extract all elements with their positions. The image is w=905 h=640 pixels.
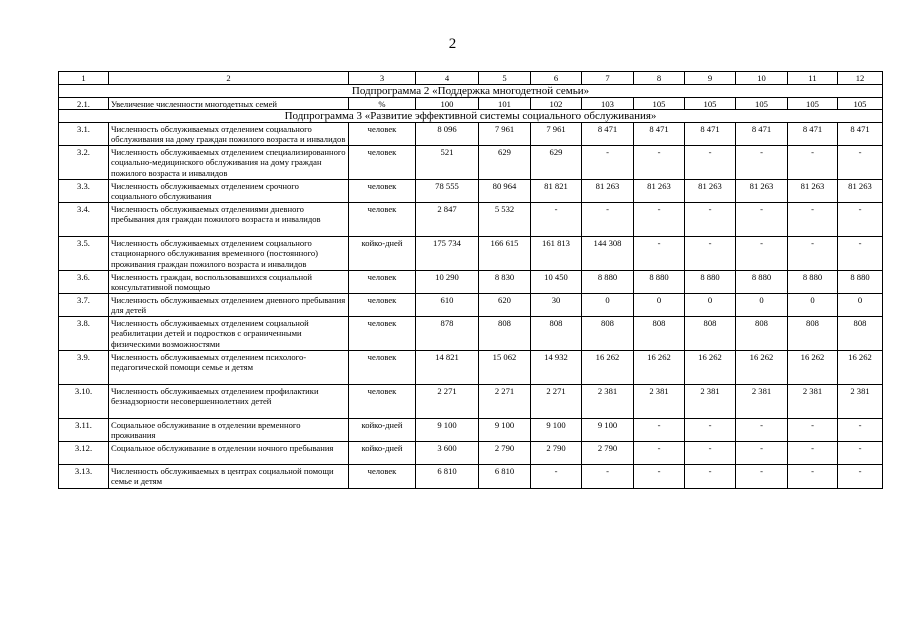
- value-cell: -: [582, 203, 634, 237]
- column-number-cell: 2: [109, 72, 349, 85]
- value-cell: 8 471: [736, 123, 788, 146]
- value-cell: 521: [416, 146, 479, 180]
- value-cell: -: [838, 465, 883, 489]
- value-cell: -: [838, 419, 883, 442]
- value-cell: -: [736, 442, 788, 465]
- column-number-cell: 7: [582, 72, 634, 85]
- row-number: 3.4.: [59, 203, 109, 237]
- value-cell: 808: [479, 317, 531, 351]
- row-number: 3.11.: [59, 419, 109, 442]
- value-cell: -: [634, 465, 685, 489]
- value-cell: -: [685, 442, 736, 465]
- value-cell: 144 308: [582, 237, 634, 271]
- value-cell: -: [685, 146, 736, 180]
- table-row: [59, 385, 883, 419]
- indicator-name: Численность обслуживаемых отделениями дневного пребывания для граждан пожилого возраста и инвалидов: [109, 203, 349, 237]
- subprogram-2-row: [59, 85, 883, 98]
- value-cell: 6 810: [416, 465, 479, 489]
- unit-cell: человек: [349, 203, 416, 237]
- value-cell: 629: [479, 146, 531, 180]
- value-cell: 81 821: [531, 180, 582, 203]
- value-cell: -: [531, 203, 582, 237]
- row-number: 3.6.: [59, 271, 109, 294]
- value-cell: 808: [634, 317, 685, 351]
- row-number: 3.2.: [59, 146, 109, 180]
- value-cell: 8 880: [685, 271, 736, 294]
- table-row: [59, 442, 883, 465]
- value-cell: 161 813: [531, 237, 582, 271]
- value-cell: 8 471: [788, 123, 838, 146]
- column-number-cell: 3: [349, 72, 416, 85]
- value-cell: 8 880: [838, 271, 883, 294]
- value-cell: 878: [416, 317, 479, 351]
- value-cell: 8 880: [634, 271, 685, 294]
- row-number: 3.1.: [59, 123, 109, 146]
- value-cell: 2 381: [582, 385, 634, 419]
- unit-cell: человек: [349, 180, 416, 203]
- value-cell: 14 932: [531, 351, 582, 385]
- value-cell: 0: [788, 294, 838, 317]
- indicator-name: Численность обслуживаемых отделением профилактики безнадзорности несовершеннолетних детей: [109, 385, 349, 419]
- value-cell: 105: [838, 98, 883, 110]
- value-cell: 10 450: [531, 271, 582, 294]
- value-cell: 8 471: [838, 123, 883, 146]
- value-cell: -: [582, 465, 634, 489]
- value-cell: 8 880: [788, 271, 838, 294]
- indicator-name: Численность обслуживаемых в центрах социальной помощи семье и детям: [109, 465, 349, 489]
- row-number: 3.5.: [59, 237, 109, 271]
- indicator-name: Численность обслуживаемых отделением специализированного социально-медицинского обслуживания на дому граждан пожилого возраста и инвалидов: [109, 146, 349, 180]
- value-cell: 8 880: [582, 271, 634, 294]
- value-cell: -: [634, 442, 685, 465]
- value-cell: -: [582, 146, 634, 180]
- indicator-name: Численность обслуживаемых отделением психолого-педагогической помощи семье и детям: [109, 351, 349, 385]
- indicator-name: Социальное обслуживание в отделении ночного пребывания: [109, 442, 349, 465]
- row-number: 3.3.: [59, 180, 109, 203]
- value-cell: -: [685, 237, 736, 271]
- value-cell: 9 100: [479, 419, 531, 442]
- unit-cell: человек: [349, 385, 416, 419]
- value-cell: 8 471: [582, 123, 634, 146]
- value-cell: -: [788, 237, 838, 271]
- value-cell: -: [788, 465, 838, 489]
- unit-cell: человек: [349, 465, 416, 489]
- value-cell: 105: [788, 98, 838, 110]
- value-cell: 16 262: [685, 351, 736, 385]
- value-cell: 808: [531, 317, 582, 351]
- value-cell: -: [634, 237, 685, 271]
- value-cell: 30: [531, 294, 582, 317]
- page-number: 2: [448, 36, 457, 52]
- table-row: [59, 123, 883, 146]
- value-cell: -: [736, 203, 788, 237]
- unit-cell: человек: [349, 123, 416, 146]
- value-cell: -: [634, 146, 685, 180]
- indicator-name: Численность обслуживаемых отделением социального обслуживания на дому граждан пожилого возраста и инвалидов: [109, 123, 349, 146]
- table-row: [59, 271, 883, 294]
- value-cell: 808: [685, 317, 736, 351]
- value-cell: 8 471: [634, 123, 685, 146]
- value-cell: 2 381: [788, 385, 838, 419]
- value-cell: 9 100: [416, 419, 479, 442]
- column-number-cell: 10: [736, 72, 788, 85]
- unit-cell: койко-дней: [349, 442, 416, 465]
- row-number: 3.9.: [59, 351, 109, 385]
- column-number-cell: 12: [838, 72, 883, 85]
- unit-cell: человек: [349, 317, 416, 351]
- value-cell: 2 271: [416, 385, 479, 419]
- value-cell: 0: [736, 294, 788, 317]
- value-cell: 0: [582, 294, 634, 317]
- row-number: 3.8.: [59, 317, 109, 351]
- unit-cell: человек: [349, 146, 416, 180]
- column-number-cell: 6: [531, 72, 582, 85]
- value-cell: 175 734: [416, 237, 479, 271]
- subprogram-2-title: Подпрограмма 2 «Поддержка многодетной семьи»: [59, 85, 883, 98]
- unit-cell: %: [349, 98, 416, 110]
- table-row: [59, 351, 883, 385]
- column-number-cell: 9: [685, 72, 736, 85]
- value-cell: 81 263: [634, 180, 685, 203]
- unit-cell: человек: [349, 271, 416, 294]
- value-cell: -: [788, 146, 838, 180]
- value-cell: 81 263: [582, 180, 634, 203]
- value-cell: 2 381: [838, 385, 883, 419]
- value-cell: 2 381: [634, 385, 685, 419]
- value-cell: 100: [416, 98, 479, 110]
- value-cell: 8 096: [416, 123, 479, 146]
- value-cell: 5 532: [479, 203, 531, 237]
- value-cell: 808: [788, 317, 838, 351]
- value-cell: 629: [531, 146, 582, 180]
- value-cell: 2 790: [531, 442, 582, 465]
- column-number-cell: 11: [788, 72, 838, 85]
- value-cell: 2 271: [531, 385, 582, 419]
- value-cell: 2 790: [582, 442, 634, 465]
- value-cell: 7 961: [479, 123, 531, 146]
- unit-cell: койко-дней: [349, 419, 416, 442]
- value-cell: 8 880: [736, 271, 788, 294]
- row-number: 3.7.: [59, 294, 109, 317]
- value-cell: 16 262: [736, 351, 788, 385]
- indicator-name: Социальное обслуживание в отделении временного проживания: [109, 419, 349, 442]
- value-cell: -: [838, 146, 883, 180]
- value-cell: 620: [479, 294, 531, 317]
- value-cell: 2 381: [685, 385, 736, 419]
- row-number: 3.12.: [59, 442, 109, 465]
- value-cell: -: [685, 465, 736, 489]
- value-cell: 14 821: [416, 351, 479, 385]
- value-cell: 2 381: [736, 385, 788, 419]
- column-number-cell: 8: [634, 72, 685, 85]
- value-cell: 81 263: [788, 180, 838, 203]
- unit-cell: койко-дней: [349, 237, 416, 271]
- value-cell: 81 263: [736, 180, 788, 203]
- indicator-name: Увеличение численности многодетных семей: [109, 98, 349, 110]
- value-cell: -: [838, 442, 883, 465]
- subprogram-3-row: [59, 110, 883, 123]
- value-cell: 16 262: [634, 351, 685, 385]
- value-cell: 9 100: [531, 419, 582, 442]
- value-cell: 80 964: [479, 180, 531, 203]
- indicator-name: Численность обслуживаемых отделением дневного пребывания для детей: [109, 294, 349, 317]
- value-cell: -: [736, 419, 788, 442]
- table-row: [59, 294, 883, 317]
- table-row: [59, 98, 883, 110]
- value-cell: 0: [634, 294, 685, 317]
- row-number: 3.10.: [59, 385, 109, 419]
- table-row: [59, 465, 883, 489]
- table-row: [59, 180, 883, 203]
- column-number-row: [59, 72, 883, 85]
- value-cell: 0: [685, 294, 736, 317]
- value-cell: -: [531, 465, 582, 489]
- value-cell: -: [788, 419, 838, 442]
- value-cell: 7 961: [531, 123, 582, 146]
- table-row: [59, 237, 883, 271]
- value-cell: 10 290: [416, 271, 479, 294]
- value-cell: 101: [479, 98, 531, 110]
- indicator-name: Численность обслуживаемых отделением социальной реабилитации детей и подростков с ограниченными физическими возможностями: [109, 317, 349, 351]
- value-cell: -: [788, 442, 838, 465]
- table-row: [59, 203, 883, 237]
- table-row: [59, 146, 883, 180]
- value-cell: 16 262: [788, 351, 838, 385]
- value-cell: 105: [736, 98, 788, 110]
- unit-cell: человек: [349, 351, 416, 385]
- value-cell: 6 810: [479, 465, 531, 489]
- value-cell: 9 100: [582, 419, 634, 442]
- value-cell: 81 263: [838, 180, 883, 203]
- value-cell: 2 271: [479, 385, 531, 419]
- row-number: 2.1.: [59, 98, 109, 110]
- value-cell: -: [838, 237, 883, 271]
- value-cell: 610: [416, 294, 479, 317]
- value-cell: -: [736, 237, 788, 271]
- value-cell: -: [685, 419, 736, 442]
- value-cell: 0: [838, 294, 883, 317]
- subprogram-3-title: Подпрограмма 3 «Развитие эффективной системы социального обслуживания»: [59, 110, 883, 123]
- value-cell: 15 062: [479, 351, 531, 385]
- value-cell: 808: [736, 317, 788, 351]
- table-row: [59, 317, 883, 351]
- column-number-cell: 1: [59, 72, 109, 85]
- indicator-name: Численность обслуживаемых отделением социального стационарного обслуживания временного (постоянного) проживания граждан пожилого возраста и инвалидов: [109, 237, 349, 271]
- value-cell: 2 847: [416, 203, 479, 237]
- value-cell: -: [788, 203, 838, 237]
- value-cell: 78 555: [416, 180, 479, 203]
- value-cell: 8 830: [479, 271, 531, 294]
- value-cell: 8 471: [685, 123, 736, 146]
- value-cell: -: [838, 203, 883, 237]
- value-cell: -: [736, 146, 788, 180]
- column-number-cell: 5: [479, 72, 531, 85]
- indicators-table: [58, 71, 883, 489]
- value-cell: 16 262: [582, 351, 634, 385]
- value-cell: 808: [838, 317, 883, 351]
- column-number-cell: 4: [416, 72, 479, 85]
- value-cell: 166 615: [479, 237, 531, 271]
- value-cell: 102: [531, 98, 582, 110]
- unit-cell: человек: [349, 294, 416, 317]
- value-cell: 105: [634, 98, 685, 110]
- value-cell: 81 263: [685, 180, 736, 203]
- value-cell: 105: [685, 98, 736, 110]
- row-number: 3.13.: [59, 465, 109, 489]
- value-cell: 3 600: [416, 442, 479, 465]
- indicator-name: Численность обслуживаемых отделением срочного социального обслуживания: [109, 180, 349, 203]
- value-cell: 16 262: [838, 351, 883, 385]
- value-cell: 808: [582, 317, 634, 351]
- value-cell: -: [634, 419, 685, 442]
- table-row: [59, 419, 883, 442]
- indicator-name: Численность граждан, воспользовавшихся социальной консультативной помощью: [109, 271, 349, 294]
- value-cell: -: [736, 465, 788, 489]
- value-cell: -: [634, 203, 685, 237]
- value-cell: -: [685, 203, 736, 237]
- value-cell: 103: [582, 98, 634, 110]
- value-cell: 2 790: [479, 442, 531, 465]
